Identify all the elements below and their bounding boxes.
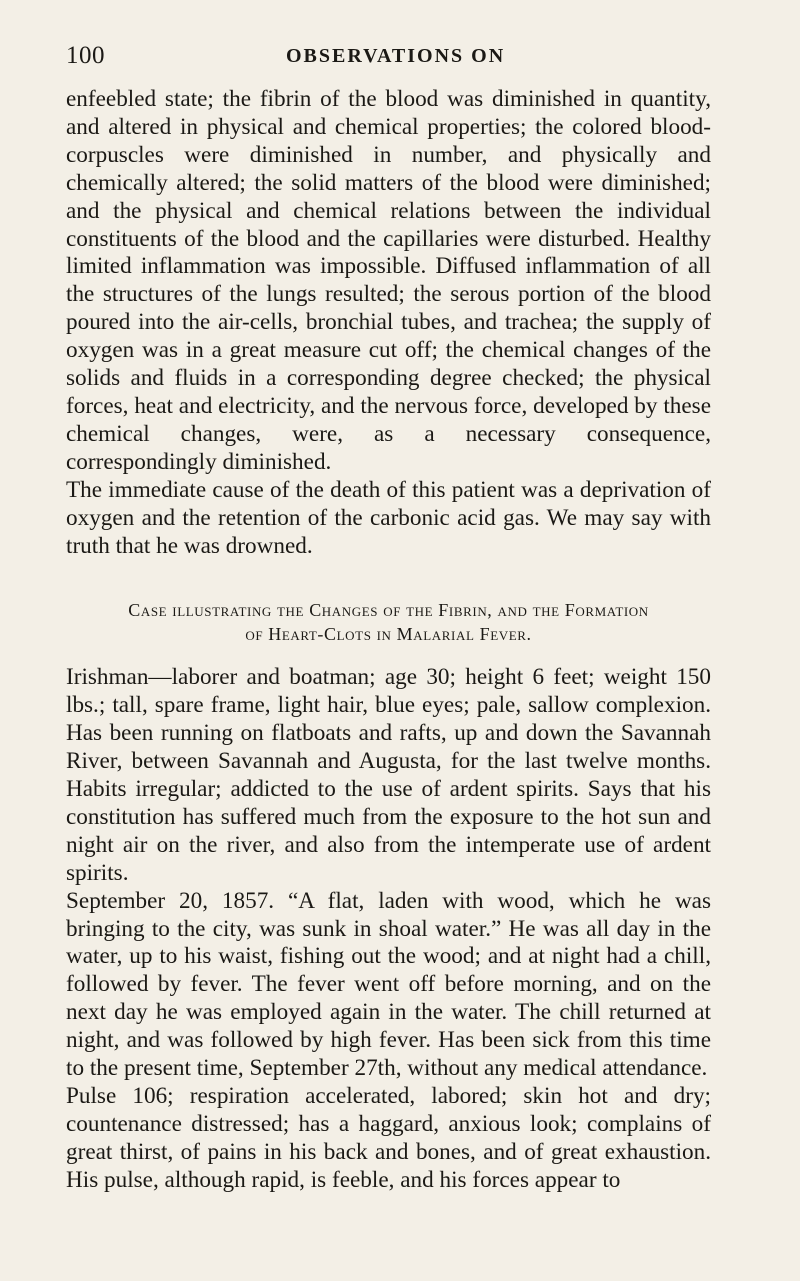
running-head: OBSERVATIONS ON xyxy=(286,45,506,67)
section-heading xyxy=(66,598,711,646)
paragraph: enfeebled state; the fibrin of the blood was diminished in quantity, and altered in physical and chemical properties; the colored blood-corpuscles were diminished in number, and physically and chemically altered; the solid matters of the blood were diminished; and the physical and chemical relations between the individual constituents of the blood and the capillaries were disturbed. Healthy limited inflammation was impossible. Diffused inflammation of all the structures of the lungs resulted; the serous portion of the blood poured into the air-cells, bronchial tubes, and trachea; the supply of oxygen was in a great measure cut off; the chemical changes of the solids and fluids in a corresponding degree checked; the physical forces, heat and electricity, and the nervous force, developed by these chemical changes, were, as a necessary consequence, correspondingly diminished. xyxy=(66,86,711,475)
page-header xyxy=(66,42,740,78)
paragraph: Irishman—laborer and boatman; age 30; height 6 feet; weight 150 lbs.; tall, spare frame, light hair, blue eyes; pale, sallow complexion. Has been running on flatboats and rafts, up and down the Savannah River, between Savannah and Augusta, for the last twelve months. Habits irregular; addicted to the use of ardent spirits. Says that his constitution has suffered much from the exposure to the hot sun and night air on the river, and also from the intemperate use of ardent spirits. xyxy=(66,664,711,886)
page-number: 100 xyxy=(66,42,105,69)
section-heading-line: Case illustrating the Changes of the Fibrin, and the Formation xyxy=(128,600,649,621)
paragraph: Pulse 106; respiration accelerated, labored; skin hot and dry; countenance distressed; has a haggard, anxious look; complains of great thirst, of pains in his back and bones, and of great exhaustion. His pulse, although rapid, is feeble, and his forces appear to xyxy=(66,1083,711,1193)
section-heading-line: of Heart-Clots in Malarial Fever. xyxy=(245,624,532,645)
page-body xyxy=(66,86,711,1195)
paragraph: September 20, 1857. “A flat, laden with wood, which he was bringing to the city, was sunk in shoal water.” He was all day in the water, up to his waist, fishing out the wood; and at night had a chill, followed by fever. The fever went off before morning, and on the next day he was employed again in the water. The chill returned at night, and was followed by high fever. Has been sick from this time to the present time, September 27th, without any medical attendance. xyxy=(66,887,711,1082)
paragraph: The immediate cause of the death of this patient was a deprivation of oxygen and the retention of the carbonic acid gas. We may say with truth that he was drowned. xyxy=(66,476,711,559)
